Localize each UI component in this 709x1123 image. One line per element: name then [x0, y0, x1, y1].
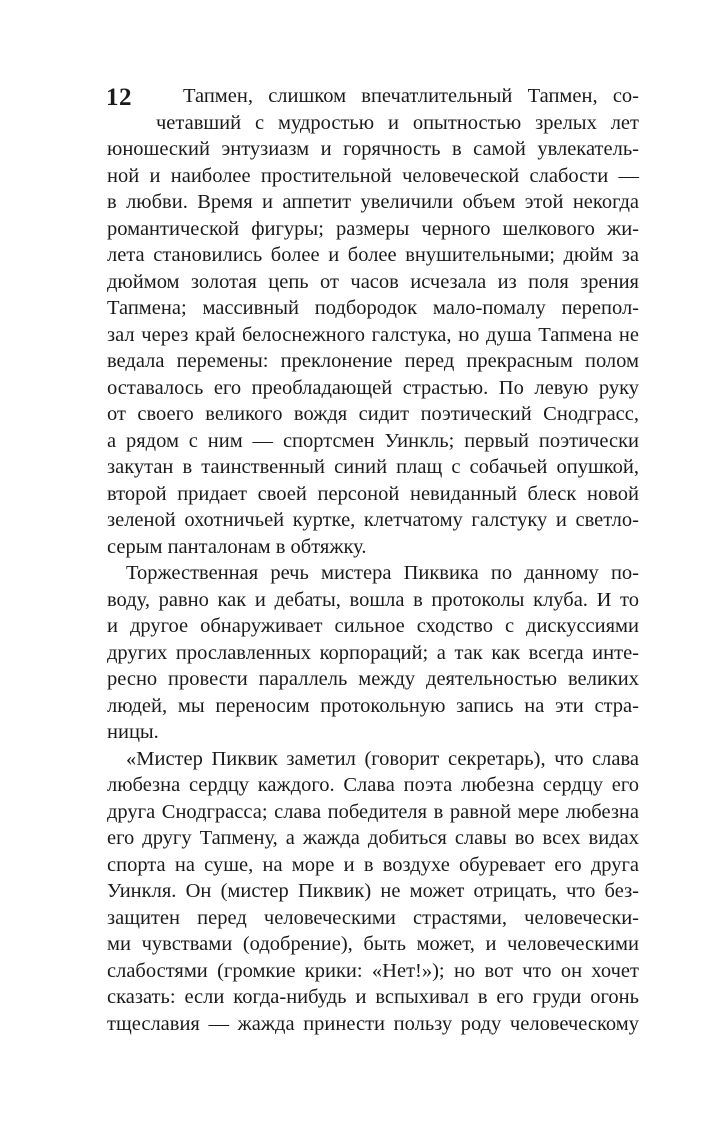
text-line: зал через край белоснежного галстука, но душа Тапмена не	[107, 323, 639, 346]
text-line: юношеский энтузиазм и горячность в самой увлекатель-	[107, 138, 639, 160]
text-line: ницы.	[107, 721, 159, 743]
text-line: любезна сердцу каждого. Слава поэта любезна сердцу его	[107, 774, 639, 796]
text-line: Тапмен, слишком впечатлительный Тапмен, со-	[183, 85, 639, 107]
text-line: спорта на суше, на море и в воздухе обуревает его друга	[107, 853, 639, 876]
paragraph	[107, 746, 639, 1038]
text-line: в любви. Время и аппетит увеличили объем этой некогда	[107, 191, 639, 213]
text-line: других прославленных корпораций; а так как всегда инте-	[107, 641, 639, 664]
text-line: Тапмена; массивный подбородок мало-помалу перепол-	[107, 297, 639, 319]
text-line: романтической фигуры; размеры черного шелкового жи-	[107, 217, 639, 240]
text-line: оставалось его преобладающей страстью. По левую руку	[107, 376, 639, 399]
text-line: защитен перед человеческими страстями, человечески-	[107, 906, 639, 929]
text-line: от своего великого вождя сидит поэтический Снодграсс,	[107, 403, 639, 425]
text-line: слабостями (громкие крики: «Нет!»); но вот что он хочет	[107, 959, 639, 982]
text-line: воду, равно как и дебаты, вошла в протоколы клуба. И то	[107, 588, 639, 611]
text-line: ной и наиболее простительной человеческой слабости —	[107, 164, 639, 187]
text-line: и другое обнаруживает сильное сходство с дискуссиями	[107, 615, 639, 637]
text-line: друга Снодграсса; слава победителя в равной мере любезна	[107, 800, 639, 823]
paragraph	[107, 560, 639, 746]
text-line: Уинкля. Он (мистер Пиквик) не может отрицать, что без-	[107, 880, 639, 902]
text-line: тщеславия — жажда принести пользу роду человеческому	[107, 1012, 639, 1035]
paragraph	[107, 83, 639, 560]
text-line: второй придает своей персоной невиданный блеск новой	[107, 482, 639, 505]
text-line: а рядом с ним — спортсмен Уинкль; первый поэтически	[107, 429, 639, 452]
text-line: четавший с мудростью и опытностью зрелых лет	[156, 111, 639, 134]
text-line: дюймом золотая цепь от часов исчезала из поля зрения	[107, 270, 639, 293]
text-line: сказать: если когда-нибудь и вспыхивал в его груди огонь	[107, 986, 639, 1008]
text-line: закутан в таинственный синий плащ с собачьей опушкой,	[107, 456, 639, 478]
text-line: ресно провести параллель между деятельностью великих	[107, 668, 639, 690]
text-line: Торжественная речь мистера Пиквика по данному по-	[126, 562, 639, 584]
text-line: серым панталонам в обтяжку.	[107, 535, 367, 558]
page-number: 12	[106, 84, 132, 111]
text-line: «Мистер Пиквик заметил (говорит секретарь), что слава	[126, 747, 639, 770]
text-line: зеленой охотничьей куртке, клетчатому галстуку и светло-	[107, 509, 639, 531]
text-line: его другу Тапмену, а жажда добиться славы во всех видах	[107, 827, 639, 849]
text-line: лета становились более и более внушительными; дюйм за	[107, 244, 639, 266]
body-text	[107, 83, 639, 1037]
text-line: ми чувствами (одобрение), быть может, и человеческими	[107, 933, 639, 955]
text-line: ведала перемены: преклонение перед прекрасным полом	[107, 350, 639, 372]
text-line: людей, мы переносим протокольную запись на эти стра-	[107, 694, 639, 717]
